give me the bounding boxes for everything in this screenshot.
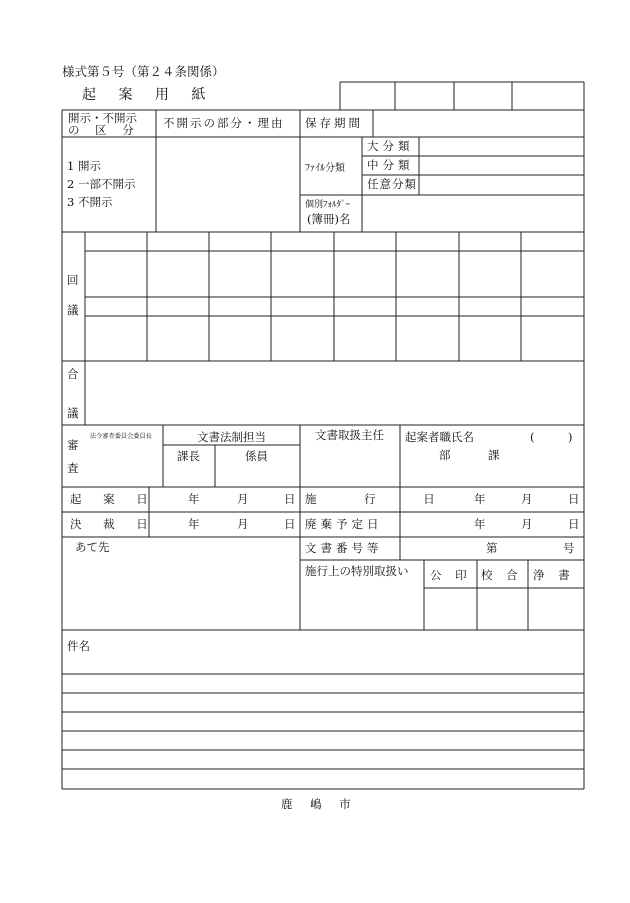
decision-date-day: 日	[284, 517, 296, 531]
department-label: 部	[439, 448, 451, 462]
disposal-date-day: 日	[568, 517, 580, 531]
document-number-prefix: 第	[486, 541, 498, 555]
disclosure-category-label: 開示・不開示	[68, 111, 137, 125]
enforcement-date-label: 施 行 日	[305, 492, 457, 506]
draft-date-label: 起 案 日	[70, 492, 157, 506]
city-name: 鹿 嶋 市	[281, 797, 358, 811]
address-label: あて先	[75, 540, 110, 554]
document-number-suffix: 号	[563, 541, 575, 555]
individual-folder-label-2: (簿冊)名	[307, 212, 351, 226]
disposal-date-month: 月	[521, 517, 533, 531]
file-class-medium-label: 中分類	[367, 158, 414, 172]
proofread-label: 校 合	[481, 568, 523, 582]
circulation-label-2: 議	[67, 303, 79, 317]
paren-close: )	[568, 430, 573, 444]
subject-label: 件名	[67, 639, 90, 653]
draft-date-year: 年	[188, 492, 200, 506]
section-chief-label: 課長	[177, 449, 200, 463]
nondisclosure-part-reason-label: 不開示の部分・理由	[163, 116, 285, 130]
review-label-2: 査	[67, 461, 79, 475]
enforcement-date-day: 日	[568, 492, 580, 506]
retention-period-label: 保存期間	[305, 116, 363, 130]
individual-folder-label: 個別ﾌｫﾙﾀﾞｰ	[305, 200, 351, 210]
file-class-optional-label: 任意分類	[367, 177, 417, 191]
draft-date-day: 日	[284, 492, 296, 506]
decision-date-month: 月	[237, 517, 249, 531]
document-handler-label: 文書取扱主任	[315, 428, 384, 442]
public-seal-label: 公 印	[430, 568, 472, 582]
disclosure-option-3: 3 不開示	[67, 195, 113, 209]
disposal-date-label: 廃棄予定日	[305, 517, 383, 531]
consultation-label-1: 合	[67, 367, 79, 381]
paren-open: (	[530, 430, 535, 444]
section-label: 課	[488, 448, 500, 462]
legal-review-committee-label: 法令審査委員会委員長	[90, 433, 152, 440]
legal-affairs-label: 文書法制担当	[197, 430, 266, 444]
disclosure-option-2: 2 一部不開示	[67, 177, 136, 191]
disposal-date-year: 年	[474, 517, 486, 531]
enforcement-date-month: 月	[521, 492, 533, 506]
drafter-name-label: 起案者職氏名	[405, 430, 474, 444]
disclosure-category-label-2: の 区 分	[68, 123, 140, 137]
form-number: 様式第５号（第２４条関係）	[62, 64, 225, 79]
staff-label: 係員	[245, 449, 268, 463]
decision-date-year: 年	[188, 517, 200, 531]
fair-copy-label: 浄 書	[533, 568, 575, 582]
file-class-large-label: 大分類	[367, 139, 414, 153]
circulation-label-1: 回	[67, 273, 79, 287]
review-label-1: 審	[67, 438, 79, 452]
decision-date-label: 決 裁 日	[70, 517, 157, 531]
file-classification-label: ﾌｧｲﾙ分類	[305, 163, 345, 174]
page-title: 起 案 用 紙	[82, 87, 215, 103]
document-number-label: 文書番号等	[305, 541, 383, 555]
special-handling-label: 施行上の特別取扱い	[305, 564, 409, 578]
draft-date-month: 月	[237, 492, 249, 506]
consultation-label-2: 議	[67, 406, 79, 420]
enforcement-date-year: 年	[474, 492, 486, 506]
disclosure-option-1: 1 開示	[67, 159, 101, 173]
